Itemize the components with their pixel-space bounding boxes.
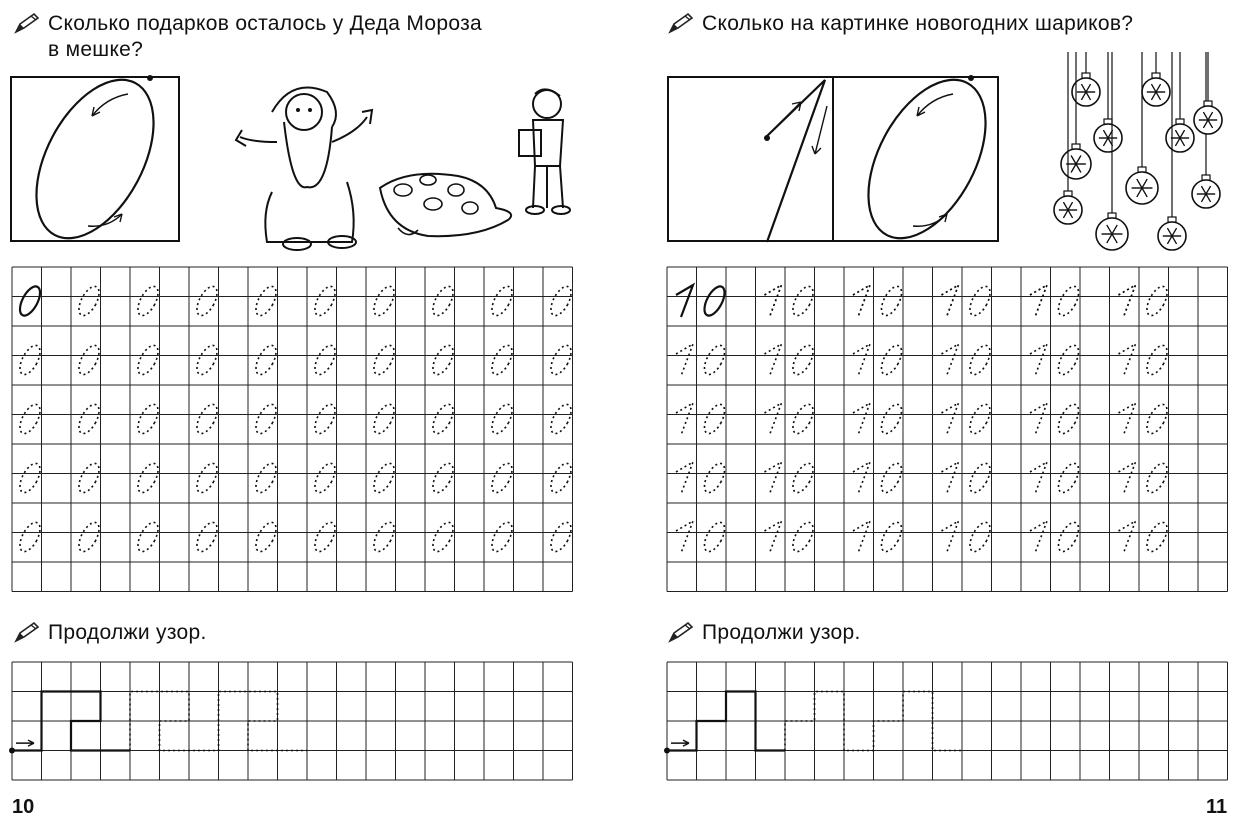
grid-lines — [667, 662, 1228, 780]
one-dotted-trace — [1119, 344, 1136, 376]
zero-dotted-trace — [1143, 460, 1171, 495]
one-dotted-trace — [942, 403, 959, 435]
pencil-icon — [14, 621, 40, 643]
zero-dotted-trace — [1054, 401, 1082, 436]
zero-dotted-trace — [1143, 519, 1171, 554]
one-dotted-trace — [1030, 344, 1047, 376]
page-number-right: 11 — [1206, 796, 1228, 818]
ornament-ball — [1194, 52, 1222, 134]
digit-zero-model — [10, 76, 182, 244]
zero-dotted-trace — [370, 401, 398, 436]
zero-dotted-trace — [252, 283, 280, 318]
zero-dotted-trace — [16, 519, 44, 554]
zero-dotted-trace — [488, 460, 516, 495]
santa-claus-illustration — [232, 72, 382, 252]
zero-dotted-trace — [877, 519, 905, 554]
one-dotted-trace — [942, 285, 959, 317]
zero-dotted-trace — [547, 283, 575, 318]
zero-dotted-trace — [700, 401, 728, 436]
pattern-start-dot — [9, 748, 15, 754]
one-dotted-trace — [765, 285, 782, 317]
task-right-1-text: Сколько на картинке новогодних шариков? — [702, 12, 1134, 35]
pattern-arrow-icon — [671, 740, 689, 746]
zero-dotted-trace — [488, 342, 516, 377]
christmas-ornaments-illustration — [1046, 52, 1232, 258]
grid-lines — [12, 267, 573, 592]
one-dotted-trace — [1030, 285, 1047, 317]
pencil-icon — [668, 621, 694, 643]
zero-dotted-trace — [75, 401, 103, 436]
task-left-1-line2: в мешке? — [48, 38, 144, 61]
zero-dotted-trace — [488, 519, 516, 554]
zero-dotted-trace — [16, 342, 44, 377]
zero-dotted-trace — [370, 283, 398, 318]
zero-dotted-trace — [193, 460, 221, 495]
zero-dotted-trace — [966, 519, 994, 554]
number-ten-model — [667, 76, 1001, 244]
zero-dotted-trace — [134, 460, 162, 495]
zero-sample — [700, 283, 728, 318]
one-dotted-trace — [853, 403, 870, 435]
one-dotted-trace — [942, 462, 959, 494]
one-dotted-trace — [1030, 521, 1047, 553]
one-dotted-trace — [676, 462, 693, 494]
one-dotted-trace — [676, 344, 693, 376]
zero-dotted-trace — [1054, 519, 1082, 554]
zero-dotted-trace — [789, 342, 817, 377]
zero-dotted-trace — [16, 460, 44, 495]
zero-dotted-trace — [370, 460, 398, 495]
zero-dotted-trace — [252, 519, 280, 554]
ornament-ball — [1054, 52, 1082, 224]
zero-dotted-trace — [1054, 460, 1082, 495]
zero-dotted-trace — [311, 342, 339, 377]
writing-grid-left — [12, 267, 574, 594]
page-number-left: 10 — [12, 796, 35, 818]
zero-dotted-trace — [193, 342, 221, 377]
pencil-icon — [14, 12, 40, 34]
zero-dotted-trace — [547, 519, 575, 554]
one-dotted-trace — [1030, 403, 1047, 435]
one-dotted-trace — [765, 462, 782, 494]
pattern-arrow-icon — [16, 740, 34, 746]
grid-lines — [667, 267, 1228, 592]
zero-dotted-trace — [370, 342, 398, 377]
ornament-ball — [1096, 52, 1128, 250]
zero-dotted-trace — [311, 401, 339, 436]
zero-dotted-trace — [134, 401, 162, 436]
zero-dotted-trace — [700, 519, 728, 554]
boy-with-gift-illustration — [505, 86, 575, 218]
zero-dotted-trace — [75, 460, 103, 495]
zero-dotted-trace — [75, 283, 103, 318]
zero-sample — [16, 283, 44, 318]
zero-dotted-trace — [252, 460, 280, 495]
zero-dotted-trace — [429, 460, 457, 495]
zero-dotted-trace — [789, 460, 817, 495]
pattern-grid-left — [12, 662, 574, 780]
zero-dotted-trace — [429, 283, 457, 318]
one-dotted-trace — [765, 344, 782, 376]
zero-dotted-trace — [1054, 342, 1082, 377]
zero-dotted-trace — [877, 283, 905, 318]
zero-dotted-trace — [311, 519, 339, 554]
task-left-1-line1: Сколько подарков осталось у Деда Мороза — [48, 12, 482, 35]
empty-sack-illustration — [378, 168, 518, 248]
one-dotted-trace — [942, 344, 959, 376]
one-dotted-trace — [853, 521, 870, 553]
zero-dotted-trace — [311, 283, 339, 318]
one-sample — [676, 285, 693, 317]
zero-dotted-trace — [370, 519, 398, 554]
zero-dotted-trace — [789, 283, 817, 318]
zero-dotted-trace — [966, 283, 994, 318]
ornament-ball — [1142, 52, 1170, 106]
one-dotted-trace — [676, 521, 693, 553]
one-dotted-trace — [1030, 462, 1047, 494]
zero-dotted-trace — [193, 283, 221, 318]
zero-dotted-trace — [547, 401, 575, 436]
zero-dotted-trace — [700, 460, 728, 495]
one-dotted-trace — [765, 521, 782, 553]
one-dotted-trace — [1119, 521, 1136, 553]
zero-dotted-trace — [134, 519, 162, 554]
one-dotted-trace — [853, 285, 870, 317]
one-dotted-trace — [1119, 462, 1136, 494]
ornament-ball — [1166, 52, 1194, 152]
zero-dotted-trace — [134, 342, 162, 377]
zero-dotted-trace — [16, 401, 44, 436]
zero-dotted-trace — [547, 342, 575, 377]
zero-dotted-trace — [547, 460, 575, 495]
zero-dotted-trace — [1143, 283, 1171, 318]
zero-dotted-trace — [429, 401, 457, 436]
writing-grid-right — [667, 267, 1229, 594]
one-dotted-trace — [676, 403, 693, 435]
zero-dotted-trace — [252, 401, 280, 436]
zero-dotted-trace — [966, 401, 994, 436]
zero-dotted-trace — [700, 342, 728, 377]
zero-dotted-trace — [966, 342, 994, 377]
one-dotted-trace — [765, 403, 782, 435]
ornament-ball — [1094, 52, 1122, 152]
zero-dotted-trace — [193, 519, 221, 554]
ten-glyphs — [676, 283, 1171, 554]
one-dotted-trace — [1119, 403, 1136, 435]
zero-dotted-trace — [429, 342, 457, 377]
zero-dotted-trace — [877, 460, 905, 495]
zero-dotted-trace — [193, 401, 221, 436]
zero-dotted-trace — [966, 460, 994, 495]
one-dotted-trace — [942, 521, 959, 553]
zero-dotted-trace — [75, 519, 103, 554]
zero-dotted-trace — [134, 283, 162, 318]
one-dotted-trace — [853, 344, 870, 376]
zero-dotted-trace — [877, 342, 905, 377]
zero-dotted-trace — [311, 460, 339, 495]
zero-dotted-trace — [789, 401, 817, 436]
zero-dotted-trace — [429, 519, 457, 554]
one-dotted-trace — [853, 462, 870, 494]
task-left-2-text: Продолжи узор. — [48, 621, 207, 644]
task-right-2-text: Продолжи узор. — [702, 621, 861, 644]
zero-dotted-trace — [488, 401, 516, 436]
zero-dotted-trace — [789, 519, 817, 554]
zero-dotted-trace — [877, 401, 905, 436]
zero-glyphs — [16, 283, 575, 554]
pattern-start-dot — [664, 748, 670, 754]
zero-dotted-trace — [1143, 401, 1171, 436]
pencil-icon — [668, 12, 694, 34]
pattern-grid-right — [667, 662, 1229, 780]
zero-dotted-trace — [488, 283, 516, 318]
one-dotted-trace — [1119, 285, 1136, 317]
zero-dotted-trace — [1143, 342, 1171, 377]
zero-dotted-trace — [75, 342, 103, 377]
zero-dotted-trace — [252, 342, 280, 377]
zero-dotted-trace — [1054, 283, 1082, 318]
